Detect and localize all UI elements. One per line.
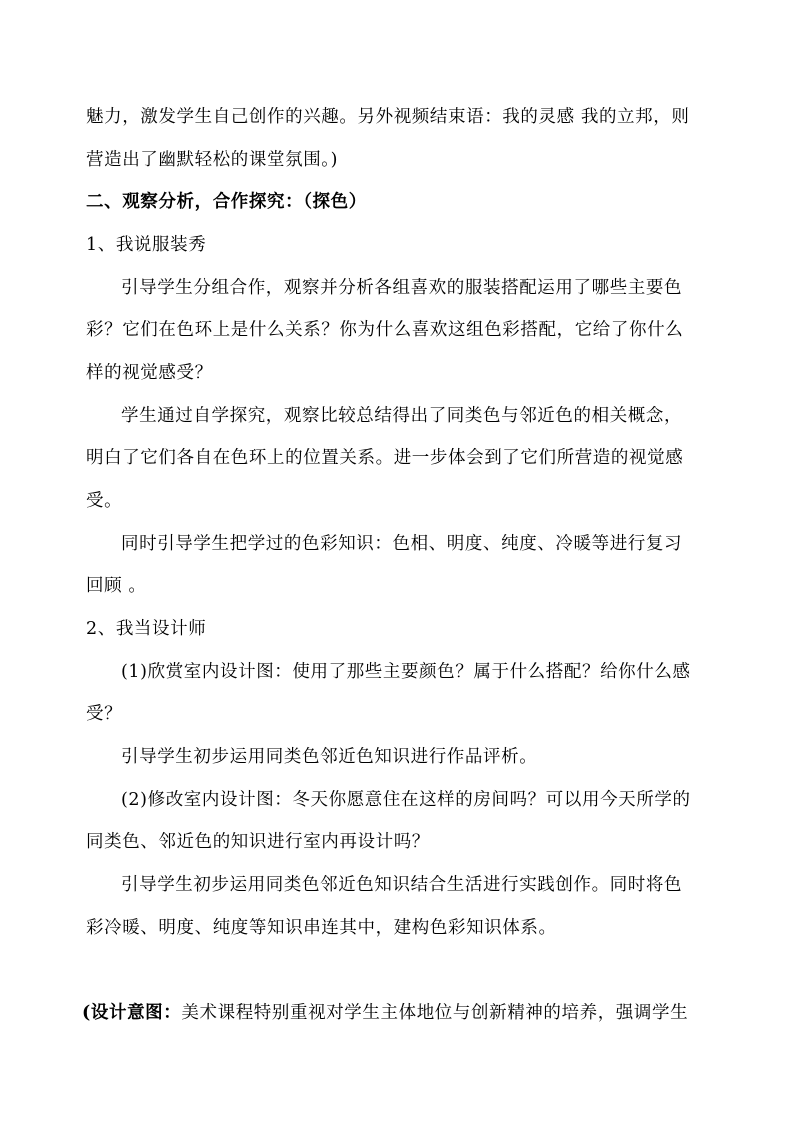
subsection-heading: 1、我说服装秀 [86, 235, 207, 255]
paragraph-line: (2)修改室内设计图：冬天你愿意住在这样的房间吗？可以用今天所学的 [121, 790, 691, 810]
section-heading: 二、观察分析，合作探究：（探色） [86, 192, 367, 212]
paragraph-line: 引导学生初步运用同类色邻近色知识结合生活进行实践创作。同时将色 [121, 875, 683, 895]
paragraph-line: 魅力，激发学生自己创作的兴趣。另外视频结束语：我的灵感 我的立邦，则 [86, 107, 690, 127]
design-intent-label: (设计意图： [82, 1003, 182, 1023]
paragraph-line: 受。 [86, 491, 123, 511]
paragraph-line: 明白了它们各自在色环上的位置关系。进一步体会到了它们所营造的视觉感 [86, 448, 684, 468]
paragraph-line: 引导学生分组合作，观察并分析各组喜欢的服装搭配运用了哪些主要色 [121, 278, 683, 298]
paragraph-line: (1)欣赏室内设计图：使用了那些主要颜色？属于什么搭配？给你什么感 [121, 662, 691, 682]
paragraph-line: 同时引导学生把学过的色彩知识：色相、明度、纯度、冷暖等进行复习 [121, 534, 683, 554]
paragraph-line: 受？ [86, 704, 123, 724]
paragraph-line: 彩？它们在色环上是什么关系？你为什么喜欢这组色彩搭配，它给了你什么 [86, 320, 684, 340]
paragraph-line: 样的视觉感受？ [86, 363, 213, 383]
subsection-heading: 2、我当设计师 [86, 619, 207, 639]
paragraph-line: 同类色、邻近色的知识进行室内再设计吗？ [86, 832, 430, 852]
paragraph-line: 引导学生初步运用同类色邻近色知识进行作品评析。 [121, 747, 538, 767]
paragraph-line: 学生通过自学探究，观察比较总结得出了同类色与邻近色的相关概念， [121, 406, 683, 426]
paragraph-line: 回顾 。 [86, 576, 147, 596]
paragraph-line: 营造出了幽默轻松的课堂氛围。) [86, 150, 339, 170]
design-intent-text: 美术课程特别重视对学生主体地位与创新精神的培养，强调学生 [181, 1003, 689, 1023]
paragraph-line: 彩冷暖、明度、纯度等知识串连其中，建构色彩知识体系。 [86, 918, 557, 938]
design-intent-line [82, 1001, 688, 1025]
